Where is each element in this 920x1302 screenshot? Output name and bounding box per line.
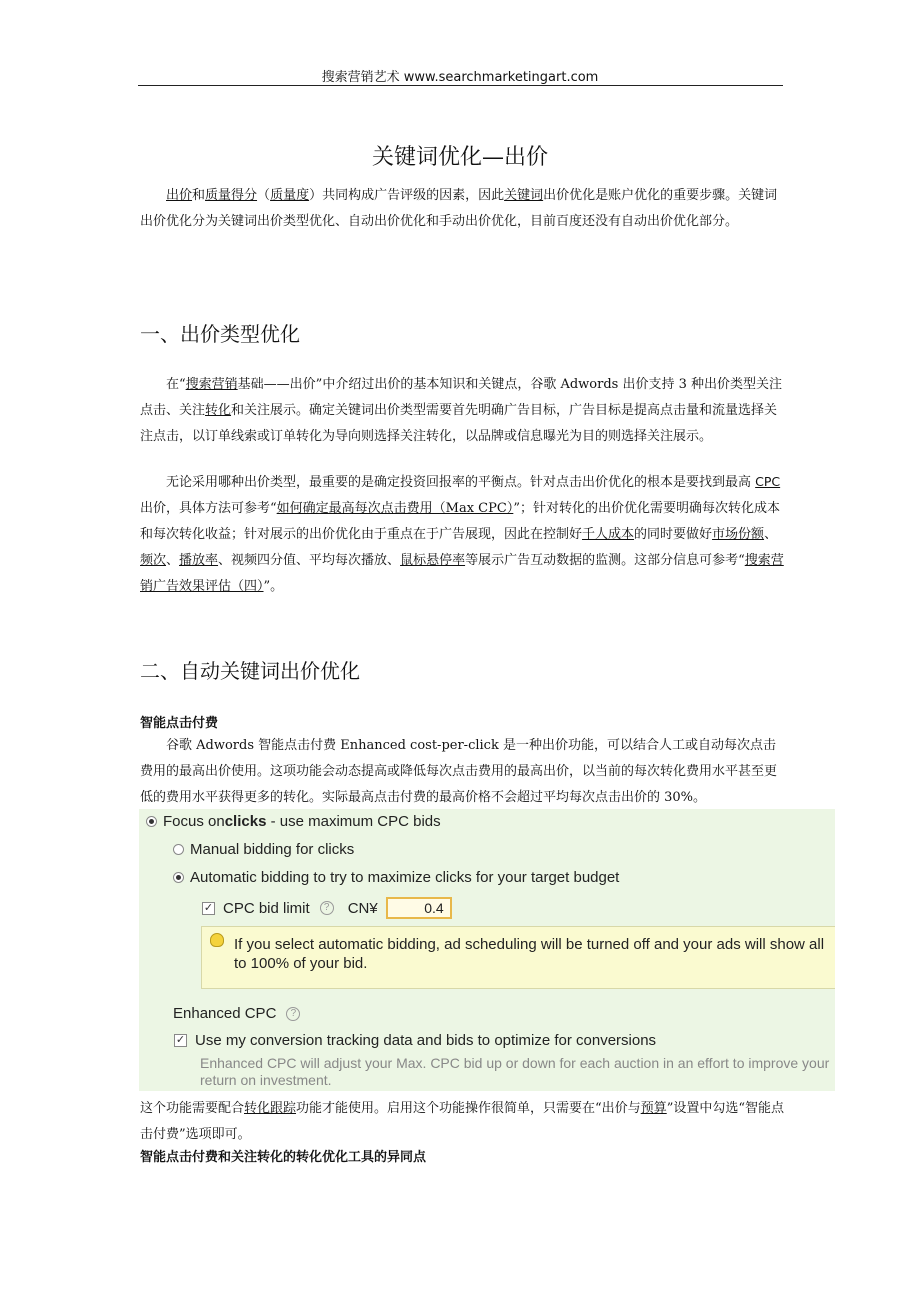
- radio-unselected-icon[interactable]: [173, 844, 184, 855]
- automatic-bidding-warning: If you select automatic bidding, ad scheduling will be turned off and your ads will show all to 100% of your bid.: [201, 926, 835, 989]
- section1-heading: 一、出价类型优化: [140, 322, 300, 346]
- page-header: 搜索营销艺术 www.searchmarketingart.com: [321, 70, 599, 85]
- cpc-bid-limit-row: ✓ CPC bid limit ? CN¥ 0.4: [202, 897, 452, 919]
- page-title: 关键词优化—出价: [371, 145, 548, 170]
- link-cpc[interactable]: CPC: [755, 474, 781, 489]
- automatic-bidding-option[interactable]: Automatic bidding to try to maximize clicks for your target budget: [173, 869, 619, 886]
- checkbox-checked-icon[interactable]: ✓: [175, 1034, 186, 1046]
- help-icon[interactable]: ?: [320, 901, 334, 915]
- link-conversion[interactable]: 转化: [205, 403, 232, 418]
- section1-paragraph2: 无论采用哪种出价类型，最重要的是确定投资回报率的平衡点。针对点击出价优化的根本是要找到最高 CPC 出价，具体方法可参考“如何确定最高每次点击费用（Max CPC）”；针对转化的出价优化需要明确每次转化成本和每次转化收益；针对展示的出价优化由于重点在于广告展现，因此在控制好千人成本的同时要做好市场份额、频次、播放率、视频四分值、平均每次播放、鼠标悬停率等展示广告互动数据的监测。这部分信息可参考“搜索营销广告效果评估（四）”。: [140, 474, 784, 594]
- enhanced-cpc-label-row: Enhanced CPC ?: [173, 1005, 300, 1022]
- link-quality-score[interactable]: 质量得分: [205, 188, 258, 203]
- link-quality[interactable]: 质量度: [270, 188, 310, 203]
- enhanced-cpc-description: Enhanced CPC will adjust your Max. CPC bid up or down for each auction in an effort to improve your return on investment.: [200, 1055, 830, 1088]
- link-view-rate[interactable]: 播放率: [179, 553, 219, 568]
- link-conversion-tracking[interactable]: 转化跟踪: [244, 1101, 297, 1116]
- link-bid[interactable]: 出价: [166, 188, 193, 203]
- link-search-marketing[interactable]: 搜索营销: [185, 377, 238, 392]
- section2-paragraph1: 谷歌 Adwords 智能点击付费 Enhanced cost-per-click 是一种出价功能，可以结合人工或自动每次点击费用的最高出价使用。这项功能会动态提高或降低每次点击费用的最高出价，以当前的每次转化费用水平甚至更低的费用水平获得更多的转化。实际最高点击付费的最高价格不会超过平均每次点击出价的 30%。: [140, 738, 778, 805]
- focus-clicks-option[interactable]: Focus on clicks - use maximum CPC bids: [146, 813, 441, 830]
- subheading-comparison: 智能点击付费和关注转化的转化优化工具的异同点: [140, 1150, 427, 1165]
- cpc-bid-input[interactable]: 0.4: [386, 897, 452, 919]
- section1-paragraph1: 在“搜索营销基础——出价”中介绍过出价的基本知识和关键点，谷歌 Adwords 出价支持 3 种出价类型关注点击、关注转化和关注展示。确定关键词出价类型需要首先明确广告目标，广告目标是提高点击量和流量选择关注点击，以订单线索或订单转化为导向则选择关注转化，以品牌或信息曝光为目的则选择关注展示。: [140, 377, 782, 444]
- header-rule: [138, 85, 783, 86]
- use-conversion-data-option[interactable]: ✓ Use my conversion tracking data and bids to optimize for conversions: [175, 1032, 657, 1049]
- link-cpm[interactable]: 千人成本: [582, 527, 635, 542]
- radio-selected-icon[interactable]: [173, 872, 184, 883]
- link-frequency[interactable]: 频次: [140, 553, 167, 568]
- link-hover-rate[interactable]: 鼠标悬停率: [400, 553, 466, 568]
- link-keyword[interactable]: 关键词: [504, 188, 544, 203]
- manual-bidding-option[interactable]: Manual bidding for clicks: [173, 841, 354, 858]
- section2-paragraph2: 这个功能需要配合转化跟踪功能才能使用。启用这个功能操作很简单，只需要在“出价与预算”设置中勾选“智能点击付费”选项即可。: [140, 1101, 784, 1142]
- radio-selected-icon[interactable]: [146, 816, 157, 827]
- help-icon[interactable]: ?: [286, 1007, 300, 1021]
- link-market-share[interactable]: 市场份额: [712, 527, 765, 542]
- lightbulb-icon: [210, 933, 224, 947]
- adwords-settings-screenshot: [139, 809, 835, 1091]
- link-ad-evaluation[interactable]: 搜索营销广告效果评估（四）: [140, 553, 784, 594]
- intro-paragraph: 出价和质量得分（质量度）共同构成广告评级的因素，因此关键词出价优化是账户优化的重要步骤。关键词出价优化分为关键词出价类型优化、自动出价优化和手动出价优化，目前百度还没有自动出价优化部分。: [140, 188, 778, 229]
- section2-heading: 二、自动关键词出价优化: [140, 659, 360, 683]
- subheading-ecpc: 智能点击付费: [140, 716, 219, 731]
- link-budget[interactable]: 预算: [640, 1101, 667, 1116]
- checkbox-checked-icon[interactable]: ✓: [203, 901, 214, 914]
- link-max-cpc[interactable]: 如何确定最高每次点击费用（Max CPC）: [276, 501, 514, 516]
